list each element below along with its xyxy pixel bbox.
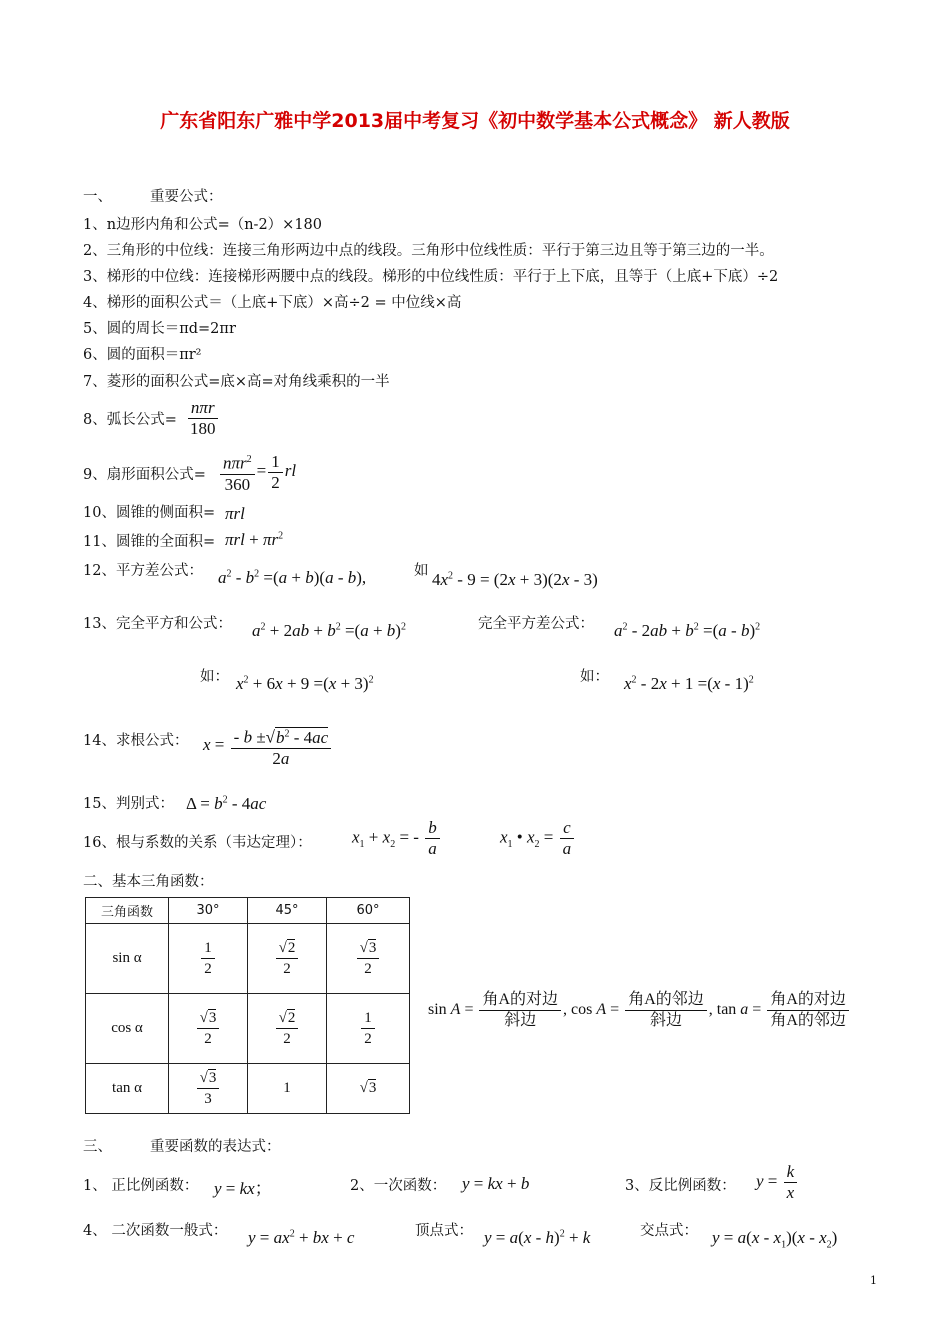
cone-lateral-formula: πrl — [225, 504, 245, 523]
item-6: 6、圆的面积＝πr² — [83, 347, 202, 363]
trig-row-tan: tan α — [86, 1064, 169, 1114]
linear-function: y = kx + b — [462, 1174, 530, 1193]
trig-row-cos: cos α — [86, 994, 169, 1064]
tan-30: $\frac{√3}{3}$ — [169, 1064, 248, 1114]
tan-numerator: 角A的对边 — [767, 990, 849, 1011]
item-8: 8、弧长公式= — [83, 412, 177, 428]
item-16: 16、根与系数的关系（韦达定理）： — [83, 835, 312, 851]
item-10: 10、圆锥的侧面积= — [83, 505, 216, 521]
perfect-square-diff: $a^2 - 2ab + b^2 =(a - b)^2$ — [614, 621, 761, 640]
func-3: 3、反比例函数： — [625, 1178, 736, 1194]
item-12: 12、平方差公式： — [83, 563, 203, 579]
cos-45: $\frac{√2}{2}$ — [248, 994, 327, 1064]
item-3: 3、梯形的中位线：连接梯形两腰中点的线段。梯形的中位线性质：平行于上下底，且等于（上底+下底）÷2 — [83, 269, 779, 285]
direct-proportion: y = kx； — [214, 1179, 272, 1198]
example-label-2: 如： — [580, 669, 609, 685]
item-4: 4、梯形的面积公式＝（上底+下底）×高÷2 = 中位线×高 — [83, 295, 462, 311]
quadratic-intercept: $y = a(x - x_1)(x - x_2)$ — [712, 1228, 838, 1251]
item-9: 9、扇形面积公式= — [83, 467, 206, 483]
tan-denominator: 角A的邻边 — [770, 1012, 846, 1029]
trig-definitions: sin A = $\frac{\text{角A的对边}}{\text{斜边}}$ , cos A = $\frac{\text{角A的邻边}}{\text{斜边}}$ , tan a = $\frac{\text{角A的对边}}{\text{角A的邻边}}$ — [428, 990, 851, 1031]
section1-heading: 重要公式： — [150, 189, 223, 205]
item-7: 7、菱形的面积公式=底×高=对角线乘积的一半 — [83, 374, 390, 390]
page-number: 1 — [870, 1274, 877, 1287]
difference-of-squares-example: $4x^2 - 9 = (2x + 3)(2x - 3)$ — [432, 570, 598, 589]
sin-denominator: 斜边 — [504, 1012, 537, 1029]
item-13: 13、完全平方和公式： — [83, 616, 232, 632]
item-14: 14、求根公式： — [83, 733, 189, 749]
cos-30: $\frac{√3}{2}$ — [169, 994, 248, 1064]
quadratic-formula: x = $\frac{- b \pm√b^2 - 4ac}{2a}$ — [203, 724, 333, 769]
func-6: 交点式： — [640, 1223, 698, 1239]
sin-numerator: 角A的对边 — [479, 990, 561, 1011]
cone-total-formula: $\pi rl + \pi r^2$ — [225, 530, 284, 549]
cos-denominator: 斜边 — [649, 1012, 682, 1029]
func-1: 1、 正比例函数： — [83, 1178, 199, 1194]
vieta-sum: $x_1 + x_2$ = - $\frac{b}{a}$ — [352, 818, 442, 859]
inverse-proportion: y = $\frac{k}{x}$ — [756, 1162, 799, 1203]
section3-heading: 重要函数的表达式： — [150, 1139, 281, 1155]
example-square-diff: $x^2 - 2x + 1 =(x - 1)^2$ — [624, 674, 754, 693]
difference-of-squares: $a^2 - b^2 =(a + b)(a - b)$, — [218, 568, 367, 587]
func-5: 顶点式： — [415, 1223, 473, 1239]
trig-header-30: 30° — [169, 898, 248, 924]
arc-length-formula: $\frac{\text{nπr}}{180}$ — [185, 398, 221, 439]
page-title: 广东省阳东广雅中学2013届中考复习《初中数学基本公式概念》 新人教版 — [160, 110, 790, 132]
sector-area-formula: $\frac{n\pi r^2}{360}$ = $\frac{1}{2}$ rl — [218, 450, 296, 495]
tan-60: √3 — [327, 1064, 410, 1114]
sin-45: $\frac{√2}{2}$ — [248, 924, 327, 994]
sin-30: $\frac{1}{2}$ — [169, 924, 248, 994]
item-15: 15、判别式： — [83, 796, 174, 812]
func-4: 4、 二次函数一般式： — [83, 1223, 228, 1239]
item-2: 2、三角形的中位线：连接三角形两边中点的线段。三角形中位线性质：平行于第三边且等于第三边的一半。 — [83, 243, 774, 259]
quadratic-vertex: y = a(x - h)$^2$ + k — [484, 1228, 591, 1247]
tan-45: 1 — [248, 1064, 327, 1114]
trig-header-60: 60° — [327, 898, 410, 924]
trig-table — [85, 897, 410, 1114]
discriminant-formula: $\Delta = b^2 - 4ac$ — [186, 794, 267, 813]
item-12-example-label: 如 — [414, 563, 429, 579]
example-square-sum: $x^2 + 6x + 9 =(x + 3)^2$ — [236, 674, 374, 693]
func-2: 2、一次函数： — [350, 1178, 447, 1194]
trig-header-45: 45° — [248, 898, 327, 924]
item-13-diff: 完全平方差公式： — [478, 616, 594, 632]
section1-number: 一、 — [83, 189, 112, 205]
cos-numerator: 角A的邻边 — [625, 990, 707, 1011]
trig-header-label: 三角函数 — [86, 898, 169, 924]
sin-60: $\frac{√3}{2}$ — [327, 924, 410, 994]
section3-number: 三、 — [83, 1139, 112, 1155]
example-label-1: 如： — [200, 669, 229, 685]
section2-heading: 二、基本三角函数： — [83, 874, 214, 890]
perfect-square-sum: $a^2 + 2ab + b^2 =(a + b)^2$ — [252, 621, 406, 640]
item-1: 1、n边形内角和公式=（n-2）×180 — [83, 217, 323, 233]
item-11: 11、圆锥的全面积= — [83, 534, 216, 550]
cos-60: $\frac{1}{2}$ — [327, 994, 410, 1064]
quadratic-general: $y = ax^2$ + bx + c — [248, 1228, 355, 1247]
item-5: 5、圆的周长＝πd=2πr — [83, 321, 236, 337]
vieta-product: $x_1$ • $x_2$ = $\frac{c}{a}$ — [500, 818, 576, 859]
trig-row-sin: sin α — [86, 924, 169, 994]
